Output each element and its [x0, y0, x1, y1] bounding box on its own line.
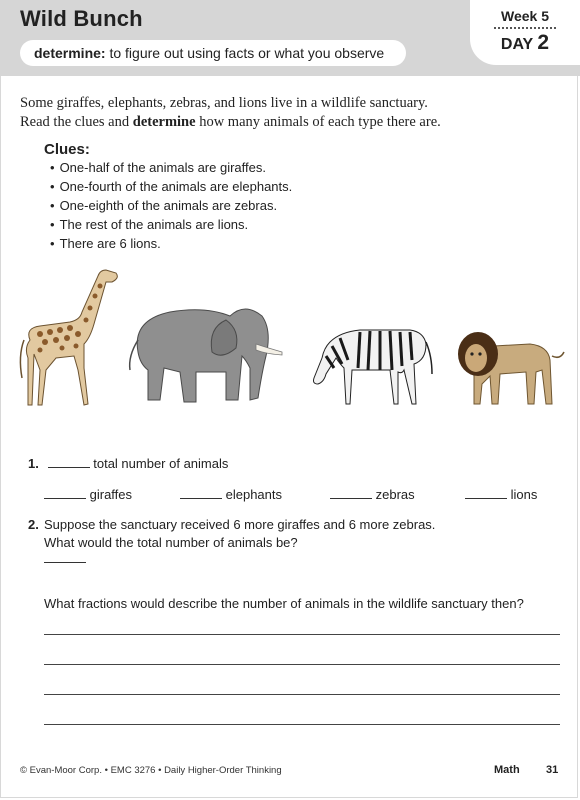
- question-2-line-1: [28, 516, 435, 534]
- giraffes-label: giraffes: [89, 487, 133, 502]
- giraffe-icon: [20, 270, 117, 405]
- header-band: [0, 0, 580, 76]
- clue-item: • There are 6 lions.: [50, 234, 292, 253]
- intro-line-2-start: Read the clues and: [20, 114, 133, 130]
- clue-item: • One-fourth of the animals are elephants.: [50, 177, 292, 196]
- lions-label: lions: [510, 487, 538, 502]
- lion-icon: [458, 332, 564, 404]
- day-label: [470, 31, 580, 55]
- animal-illustrations: [0, 260, 580, 420]
- answer-blank-giraffes[interactable]: [44, 486, 86, 499]
- intro-line-1: Some giraffes, elephants, zebras, and lions live in a wildlife sanctuary.: [20, 95, 428, 111]
- zebras-label: zebras: [375, 487, 415, 502]
- week-label: Week 5: [501, 8, 549, 24]
- copyright-footer: © Evan-Moor Corp. • EMC 3276 • Daily Higher-Order Thinking: [20, 765, 282, 776]
- week-day-tab: [470, 0, 580, 65]
- answer-blank-zebras[interactable]: [330, 486, 372, 499]
- answer-blank-elephants[interactable]: [180, 486, 222, 499]
- clues-heading: Clues:: [44, 141, 90, 158]
- lions-answer: [465, 486, 537, 502]
- clue-item: • One-half of the animals are giraffes.: [50, 158, 292, 177]
- intro-keyword: determine: [132, 114, 196, 130]
- question-number: 2.: [28, 517, 39, 532]
- intro-line-2: [20, 113, 540, 132]
- clue-item: • One-eighth of the animals are zebras.: [50, 196, 292, 215]
- total-label: total number of animals: [93, 456, 229, 471]
- question-2-followup: What fractions would describe the number of animals in the wildlife sanctuary then?: [44, 596, 524, 611]
- question-number: 1.: [28, 456, 39, 471]
- answer-blank-total[interactable]: [48, 455, 90, 468]
- vocabulary-pill: [20, 40, 406, 66]
- intro-line-2-end: how many animals of each type there are.: [195, 114, 441, 130]
- question-2-text-1: Suppose the sanctuary received 6 more giraffes and 6 more zebras.: [44, 517, 436, 532]
- day-word: DAY: [500, 36, 533, 53]
- page-number: 31: [546, 764, 559, 776]
- clues-list: [50, 158, 292, 253]
- vocab-term: determine:: [34, 45, 106, 61]
- question-1-total: [28, 455, 228, 471]
- question-2-line-2: What would the total number of animals be?: [44, 535, 298, 550]
- question-2: [28, 516, 435, 552]
- elephant-icon: [130, 309, 282, 402]
- subject-label: Math: [494, 764, 520, 776]
- elephants-label: elephants: [225, 487, 283, 502]
- zebra-icon: [314, 330, 433, 404]
- vocab-definition: to figure out using facts or what you observe: [105, 45, 385, 61]
- elephants-answer: [180, 486, 282, 502]
- answer-blank-new-total[interactable]: [44, 562, 86, 563]
- writing-line[interactable]: [44, 694, 560, 695]
- writing-line[interactable]: [44, 724, 560, 725]
- answer-blank-lions[interactable]: [465, 486, 507, 499]
- page-title: Wild Bunch: [20, 6, 143, 31]
- zebras-answer: [330, 486, 415, 502]
- writing-line[interactable]: [44, 664, 560, 665]
- dotted-divider: [494, 27, 556, 29]
- day-number: 2: [537, 31, 550, 54]
- giraffes-answer: [44, 486, 132, 502]
- clue-item: • The rest of the animals are lions.: [50, 215, 292, 234]
- intro-text: [20, 94, 540, 132]
- writing-line[interactable]: [44, 634, 560, 635]
